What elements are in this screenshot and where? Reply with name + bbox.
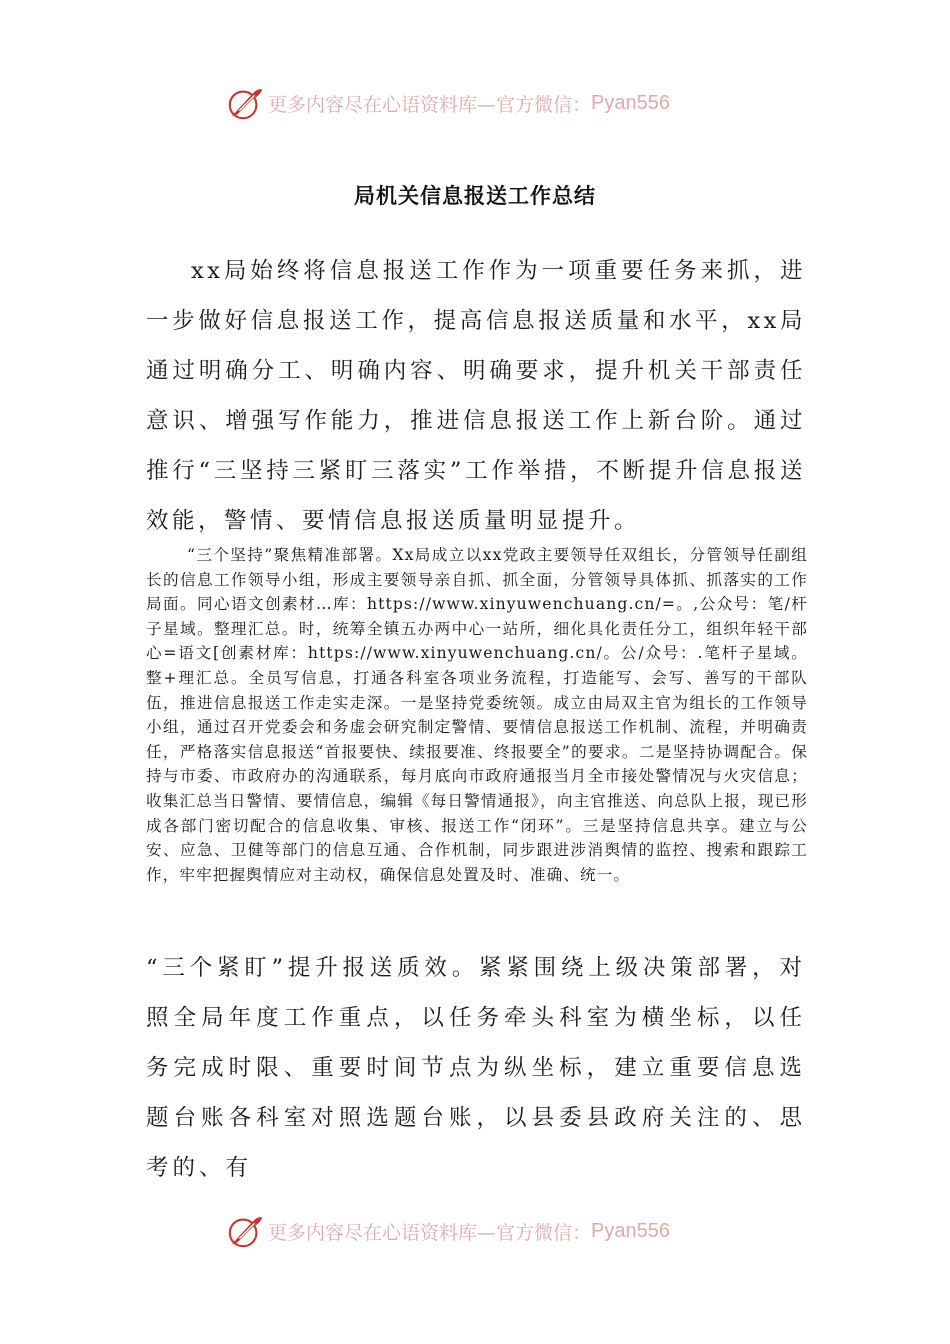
- watermark-text: 更多内容尽在心语资料库—官方微信：: [268, 1221, 592, 1244]
- document-title: 局机关信息报送工作总结: [354, 184, 596, 208]
- watermark-banner-top: [226, 84, 670, 122]
- watermark-banner-bottom: [226, 1212, 670, 1250]
- pen-feather-logo-icon: [226, 84, 264, 122]
- paragraph-three-focus: “三个紧盯”提升报送质效。紧紧围绕上级决策部署，对照全局年度工作重点，以任务牵头科室为横坐标，以任务完成时限、重要时间节点为纵坐标，建立重要信息选题台账各科室对照选题台账，以县委县政府关注的、思考的、有: [146, 955, 806, 1181]
- watermark-account: Pyan556: [591, 1219, 670, 1242]
- watermark-text: 更多内容尽在心语资料库—官方微信：: [268, 93, 592, 116]
- paragraph-intro: xx局始终将信息报送工作作为一项重要任务来抓，进一步做好信息报送工作，提高信息报送质量和水平，xx局通过明确分工、明确内容、明确要求，提升机关干部责任意识、增强写作能力，推进信息报送工作上新台阶。通过推行“三坚持三紧盯三落实”工作举措，不断提升信息报送效能，警情、要情信息报送质量明显提升。: [146, 258, 806, 534]
- watermark-account: Pyan556: [591, 91, 670, 114]
- paragraph-three-persist: “三个坚持”聚焦精准部署。Xx局成立以xx党政主要领导任双组长，分管领导任副组长的信息工作领导小组，形成主要领导亲自抓、抓全面，分管领导具体抓、抓落实的工作局面。同心语文创素材…库：https://www.xinyuwenchuang.cn/=。,公众号：笔/杆子星域。整理汇总。时，统筹全镇五办两中心一站所，细化具化责任分工，组织年轻干部心=语文[创素材库：https://www.xinyuwenchuang.cn/。公/众号：.笔杆子星域。整+理汇总。全员写信息，打通各科室各项业务流程，打造能写、会写、善写的干部队伍，推进信息报送工作走实走深。一是坚持党委统领。成立由局双主官为组长的工作领导小组，通过召开党委会和务虚会研究制定警情、要情信息报送工作机制、流程，并明确责任，严格落实信息报送“首报要快、续报要准、终报要全”的要求。二是坚持协调配合。保持与市委、市政府办的沟通联系，每月底向市政府通报当月全市接处警情况与火灾信息；收集汇总当日警情、要情信息，编辑《每日警情通报》，向主官推送、向总队上报，现已形成各部门密切配合的信息收集、审核、报送工作“闭环”。三是坚持信息共享。建立与公安、应急、卫健等部门的信息互通、合作机制，同步跟进涉消舆情的监控、搜索和跟踪工作，牢牢把握舆情应对主动权，确保信息处置及时、准确、统一。: [146, 546, 808, 884]
- pen-feather-logo-icon: [226, 1212, 264, 1250]
